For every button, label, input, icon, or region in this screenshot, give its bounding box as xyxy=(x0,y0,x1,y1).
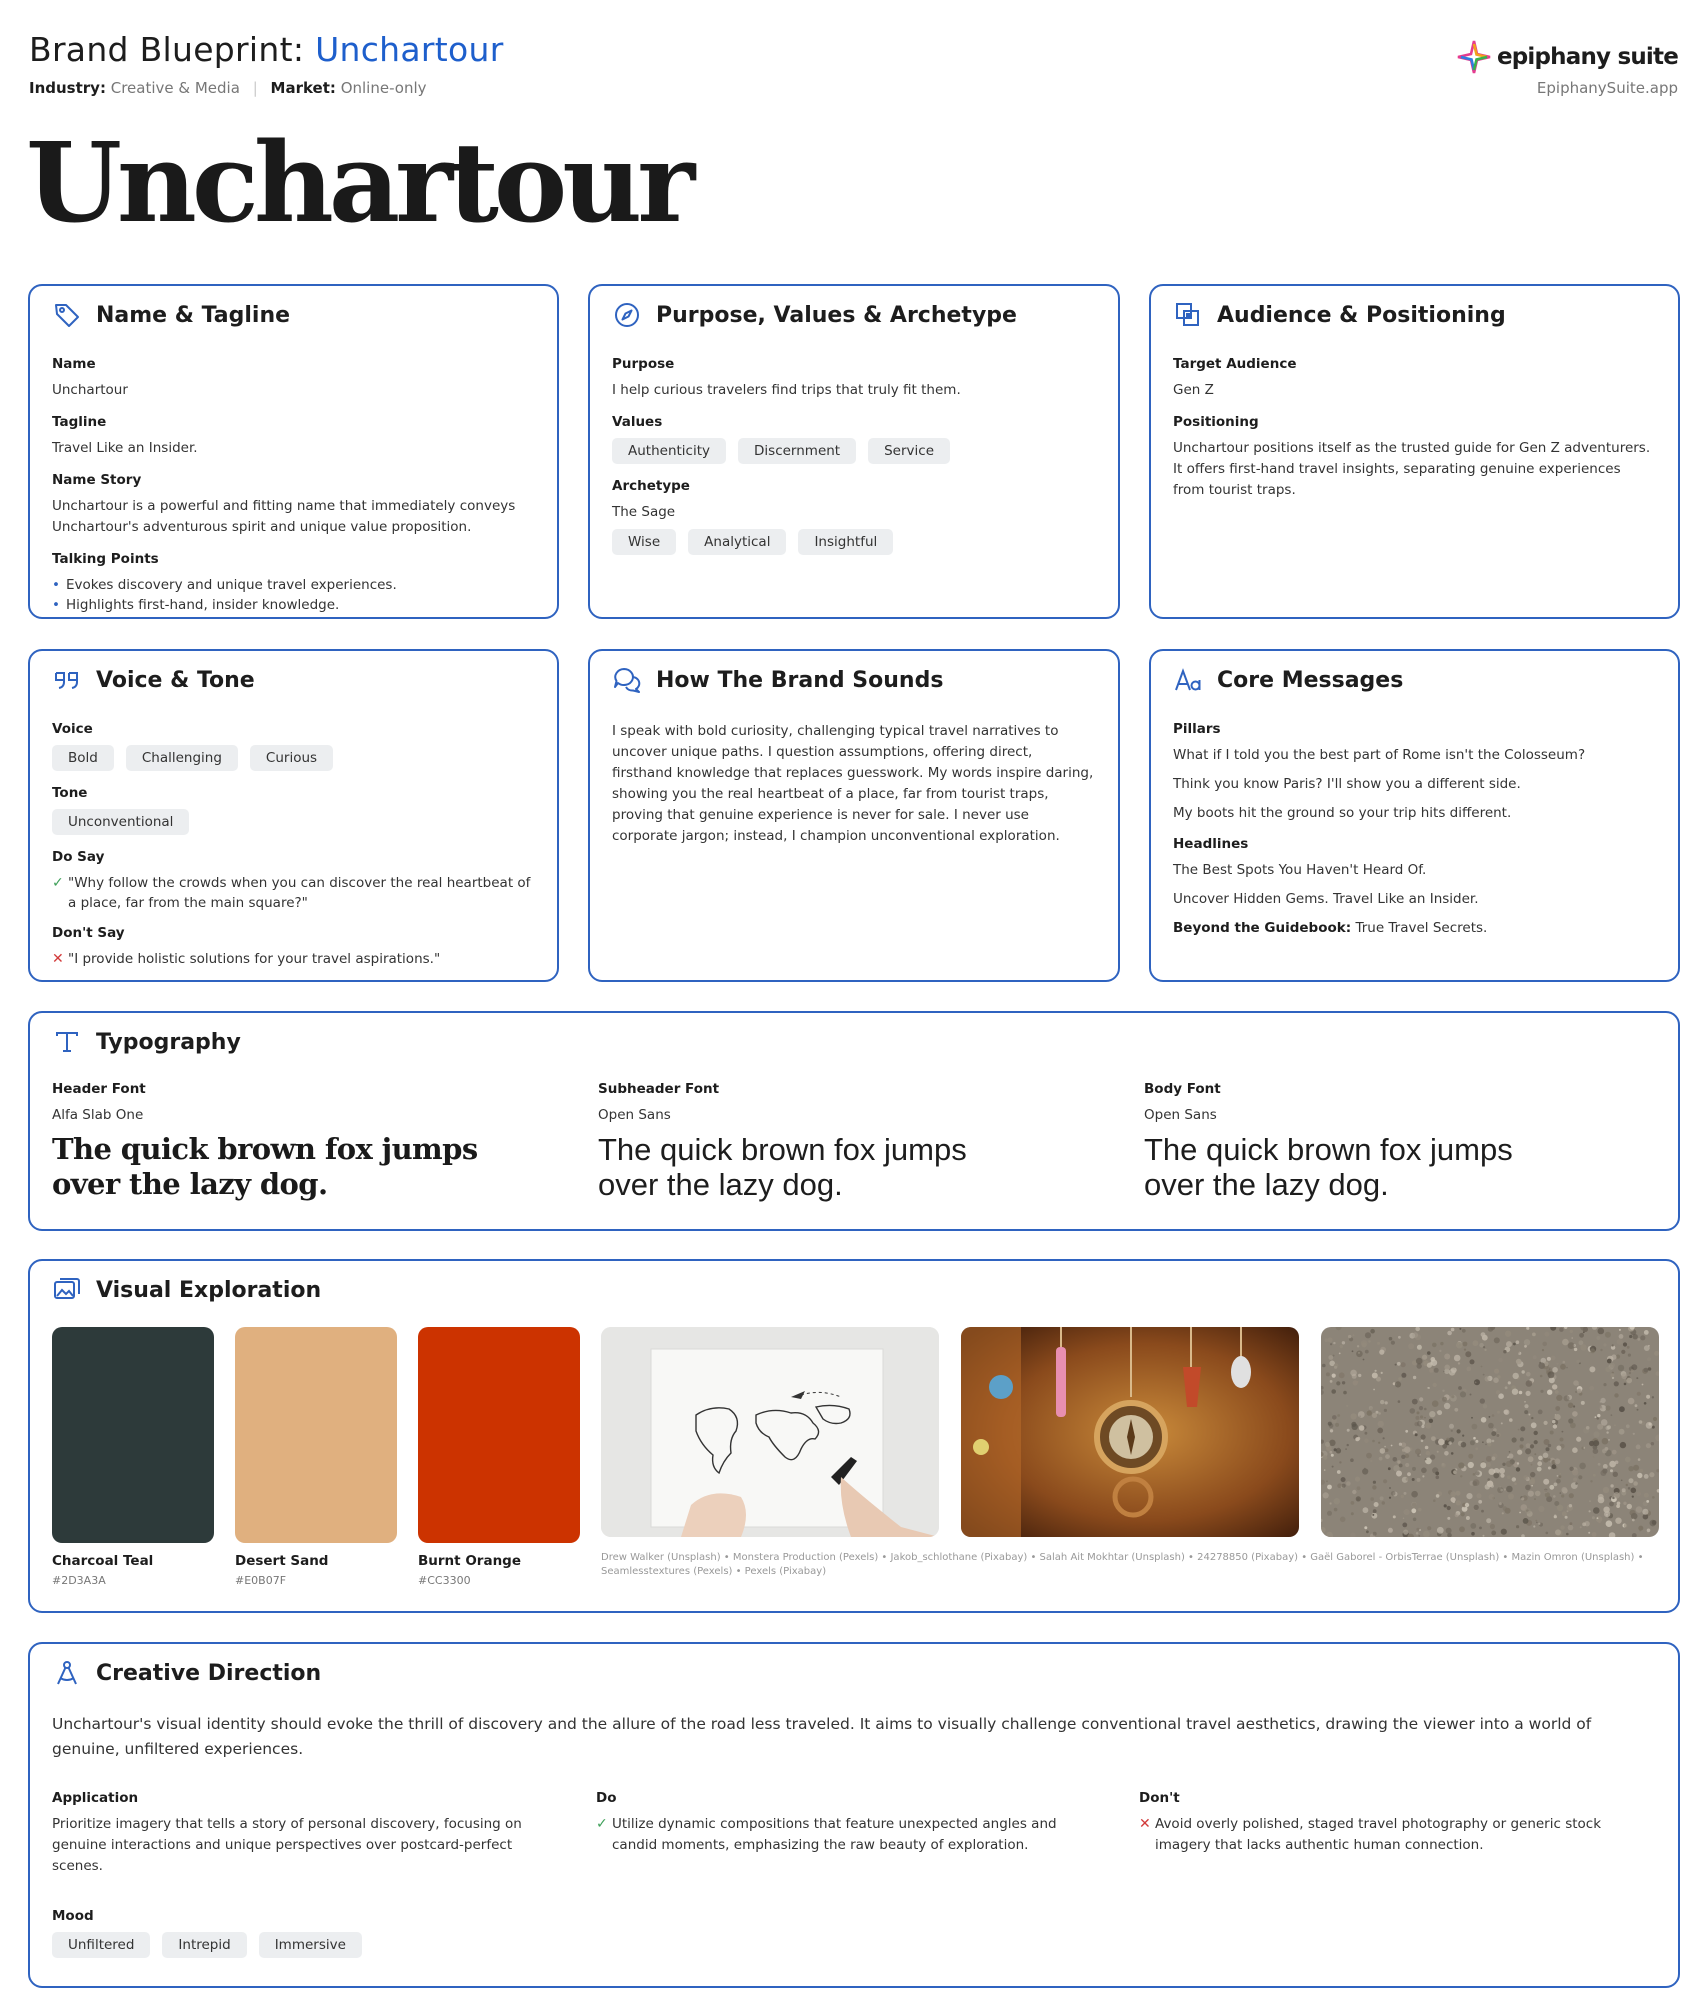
card-header xyxy=(612,665,943,695)
headline-item: Uncover Hidden Gems. Travel Like an Insider. xyxy=(1173,891,1479,907)
voice-tone-card xyxy=(28,649,559,982)
chat-bubbles-icon xyxy=(612,665,642,695)
swatch-hex: #2D3A3A xyxy=(52,1574,106,1587)
images-icon xyxy=(52,1275,82,1305)
card-header xyxy=(1173,300,1506,330)
check-icon: ✓ xyxy=(596,1816,608,1832)
color-swatch-burnt-orange xyxy=(418,1327,580,1543)
talking-point: • Evokes discovery and unique travel experiences. xyxy=(52,575,535,595)
voice-chip: Bold xyxy=(52,745,114,771)
card-title: Typography xyxy=(96,1029,241,1055)
card-title: How The Brand Sounds xyxy=(656,667,944,693)
pillar-item: My boots hit the ground so your trip hits different. xyxy=(1173,805,1512,821)
card-body xyxy=(52,356,535,615)
value-chip: Service xyxy=(868,438,950,464)
tone-chips xyxy=(52,809,535,835)
archetype-chips xyxy=(612,529,1096,555)
card-body xyxy=(612,721,1096,860)
check-icon: ✓ xyxy=(52,875,64,891)
creative-direction-card xyxy=(28,1642,1680,1988)
body-font-sample: The quick brown fox jumps over the lazy dog. xyxy=(1144,1132,1513,1202)
headline-rest: True Travel Secrets. xyxy=(1355,920,1488,936)
quote-icon xyxy=(52,665,82,695)
meta-line xyxy=(29,79,504,97)
logo-text: epiphany suite xyxy=(1496,44,1678,70)
industry-label: Industry: xyxy=(29,79,106,97)
value-chip: Discernment xyxy=(738,438,856,464)
dont-item xyxy=(1139,1814,1639,1856)
card-title: Core Messages xyxy=(1217,667,1404,693)
values-label: Values xyxy=(612,414,663,430)
do-label: Do xyxy=(596,1790,617,1806)
core-messages-card xyxy=(1149,649,1680,982)
name-label: Name xyxy=(52,356,96,372)
tagline-label: Tagline xyxy=(52,414,107,430)
mood-chip: Intrepid xyxy=(162,1932,246,1958)
card-body xyxy=(52,721,535,969)
body-font-label: Body Font xyxy=(1144,1081,1221,1097)
target-label: Target Audience xyxy=(1173,356,1297,372)
values-chips xyxy=(612,438,1096,464)
story-label: Name Story xyxy=(52,472,142,488)
dont-text: Avoid overly polished, staged travel photography or generic stock imagery that lacks authentic human connection. xyxy=(1155,1816,1602,1853)
voice-label: Voice xyxy=(52,721,93,737)
industry-value: Creative & Media xyxy=(110,79,240,97)
color-swatch-charcoal-teal xyxy=(52,1327,214,1543)
swatch-hex: #E0B07F xyxy=(235,1574,287,1587)
positioning-label: Positioning xyxy=(1173,414,1259,430)
application-column xyxy=(52,1790,552,1890)
pillars-label: Pillars xyxy=(1173,721,1221,737)
swatch-name: Desert Sand xyxy=(235,1553,329,1569)
logo-url[interactable]: EpiphanySuite.app xyxy=(1536,79,1678,97)
card-title: Name & Tagline xyxy=(96,302,291,328)
card-body xyxy=(1173,356,1656,514)
tone-chip: Unconventional xyxy=(52,809,189,835)
purpose-card xyxy=(588,284,1120,619)
card-header xyxy=(52,300,290,330)
headline-item xyxy=(1173,918,1656,939)
typography-card xyxy=(28,1011,1680,1231)
positioning-icon xyxy=(1173,300,1203,330)
card-header xyxy=(52,1275,321,1305)
voice-chip: Curious xyxy=(250,745,333,771)
header-font-sample: The quick brown fox jumps over the lazy dog. xyxy=(52,1132,478,1201)
pillar-item: What if I told you the best part of Rome isn't the Colosseum? xyxy=(1173,747,1586,763)
body-font-name: Open Sans xyxy=(1144,1107,1217,1123)
headline-item: The Best Spots You Haven't Heard Of. xyxy=(1173,862,1427,878)
card-title: Visual Exploration xyxy=(96,1277,322,1303)
swatch-name: Charcoal Teal xyxy=(52,1553,154,1569)
card-title: Creative Direction xyxy=(96,1660,322,1686)
name-tagline-card xyxy=(28,284,559,619)
subheader-font-label: Subheader Font xyxy=(598,1081,720,1097)
market-value: Online-only xyxy=(340,79,427,97)
card-header xyxy=(52,1658,321,1688)
blueprint-title xyxy=(29,30,504,69)
voice-chip: Challenging xyxy=(126,745,238,771)
archetype-label: Archetype xyxy=(612,478,690,494)
headlines-label: Headlines xyxy=(1173,836,1249,852)
title-brand: Unchartour xyxy=(315,30,504,69)
card-header xyxy=(612,300,1017,330)
card-title: Audience & Positioning xyxy=(1217,302,1506,328)
dont-label: Don't xyxy=(1139,1790,1180,1806)
target-value: Gen Z xyxy=(1173,382,1214,398)
color-swatch-desert-sand xyxy=(235,1327,397,1543)
story-value: Unchartour is a powerful and fitting name that immediately conveys Unchartour's adventurous spirit and unique value proposition. xyxy=(52,498,516,535)
swatch-name: Burnt Orange xyxy=(418,1553,521,1569)
application-text: Prioritize imagery that tells a story of personal discovery, focusing on genuine interactions and unique perspectives over postcard-perfect scenes. xyxy=(52,1816,522,1874)
points-label: Talking Points xyxy=(52,551,159,567)
subheader-font-sample: The quick brown fox jumps over the lazy dog. xyxy=(598,1132,967,1202)
title-prefix: Brand Blueprint: xyxy=(29,30,305,69)
name-value: Unchartour xyxy=(52,382,128,398)
application-label: Application xyxy=(52,1790,139,1806)
subheader-font-name: Open Sans xyxy=(598,1107,671,1123)
value-chip: Authenticity xyxy=(612,438,726,464)
tagline-value: Travel Like an Insider. xyxy=(52,440,198,456)
card-header xyxy=(52,665,255,695)
dont-say-label: Don't Say xyxy=(52,925,125,941)
photo-credits: Drew Walker (Unsplash) • Monstera Production (Pexels) • Jakob_schlothane (Pixabay) • Salah Ait Mokhtar (Unsplash) • 24278850 (Pixabay) • Gaël Gaborel - OrbisTerrae (Unsplash) • Mazin Omron (Unsplash) • Seamlesstextures (Pexels) • Pexels (Pixabay) xyxy=(601,1552,1644,1577)
mood-chip: Unfiltered xyxy=(52,1932,150,1958)
tag-icon xyxy=(52,300,82,330)
epiphany-logo[interactable] xyxy=(1457,40,1678,97)
brand-wordmark: Unchartour xyxy=(26,118,691,247)
brand-sounds-card xyxy=(588,649,1120,982)
archetype-value: The Sage xyxy=(612,504,676,520)
card-title: Voice & Tone xyxy=(96,667,255,693)
star-logo-icon xyxy=(1457,40,1491,74)
headline-bold: Beyond the Guidebook: xyxy=(1173,920,1352,936)
dont-say-item xyxy=(52,949,535,969)
text-aa-icon xyxy=(1173,665,1203,695)
trait-chip: Insightful xyxy=(798,529,893,555)
dont-say-text: "I provide holistic solutions for your travel aspirations." xyxy=(68,951,441,967)
card-header xyxy=(52,1027,241,1057)
market-label: Market: xyxy=(270,79,336,97)
dont-column xyxy=(1139,1790,1639,1856)
page-header xyxy=(29,30,504,97)
do-column xyxy=(596,1790,1096,1856)
tone-label: Tone xyxy=(52,785,88,801)
purpose-value: I help curious travelers find trips that truly fit them. xyxy=(612,382,961,398)
positioning-value: Unchartour positions itself as the trusted guide for Gen Z adventurers. It offers first-hand travel insights, separating genuine experiences from tourist traps. xyxy=(1173,440,1651,498)
mood-label: Mood xyxy=(52,1908,94,1924)
card-body xyxy=(612,356,1096,569)
sounds-text: I speak with bold curiosity, challenging typical travel narratives to uncover unique paths. I question assumptions, offering direct, firsthand knowledge that replaces guesswork. My words inspire daring, showing you the real heartbeat of a place, far from tourist traps, proving that genuine experience is never for sale. I never use corporate jargon; instead, I champion unconventional exploration. xyxy=(612,723,1094,844)
card-title: Purpose, Values & Archetype xyxy=(656,302,1017,328)
do-say-text: "Why follow the crowds when you can discover the real heartbeat of a place, far from the main square?" xyxy=(68,875,531,911)
compass-icon xyxy=(612,300,642,330)
cross-icon: ✕ xyxy=(52,951,64,967)
subheader-font-column xyxy=(598,1081,1098,1202)
meta-divider: | xyxy=(252,79,258,97)
mood-chip: Immersive xyxy=(259,1932,362,1958)
visual-exploration-card xyxy=(28,1259,1680,1613)
drafting-compass-icon xyxy=(52,1658,82,1688)
purpose-label: Purpose xyxy=(612,356,675,372)
mood-section xyxy=(52,1908,652,1972)
audience-card xyxy=(1149,284,1680,619)
talking-point: • Highlights first-hand, insider knowledge. xyxy=(52,595,535,615)
creative-intro: Unchartour's visual identity should evoke the thrill of discovery and the allure of the road less traveled. It aims to visually challenge conventional travel aesthetics, drawing the viewer into a world of genuine, unfiltered experiences. xyxy=(52,1715,1592,1758)
mood-chips xyxy=(52,1932,652,1958)
do-say-item xyxy=(52,873,535,913)
photo-stone-texture xyxy=(1321,1327,1659,1537)
swatch-hex: #CC3300 xyxy=(418,1574,471,1587)
type-t-icon xyxy=(52,1027,82,1057)
body-font-column xyxy=(1144,1081,1644,1202)
do-item xyxy=(596,1814,1096,1856)
photo-world-map-drawing xyxy=(601,1327,939,1537)
do-say-label: Do Say xyxy=(52,849,105,865)
pillar-item: Think you know Paris? I'll show you a different side. xyxy=(1173,776,1521,792)
card-body xyxy=(1173,721,1656,952)
header-font-name: Alfa Slab One xyxy=(52,1107,144,1123)
card-header xyxy=(1173,665,1403,695)
trait-chip: Analytical xyxy=(688,529,786,555)
photo-compass-trinkets xyxy=(961,1327,1299,1537)
header-font-label: Header Font xyxy=(52,1081,146,1097)
header-font-column xyxy=(52,1081,552,1202)
do-text: Utilize dynamic compositions that feature unexpected angles and candid moments, emphasizing the raw beauty of exploration. xyxy=(612,1816,1057,1853)
cross-icon: ✕ xyxy=(1139,1816,1151,1832)
voice-chips xyxy=(52,745,535,771)
trait-chip: Wise xyxy=(612,529,676,555)
